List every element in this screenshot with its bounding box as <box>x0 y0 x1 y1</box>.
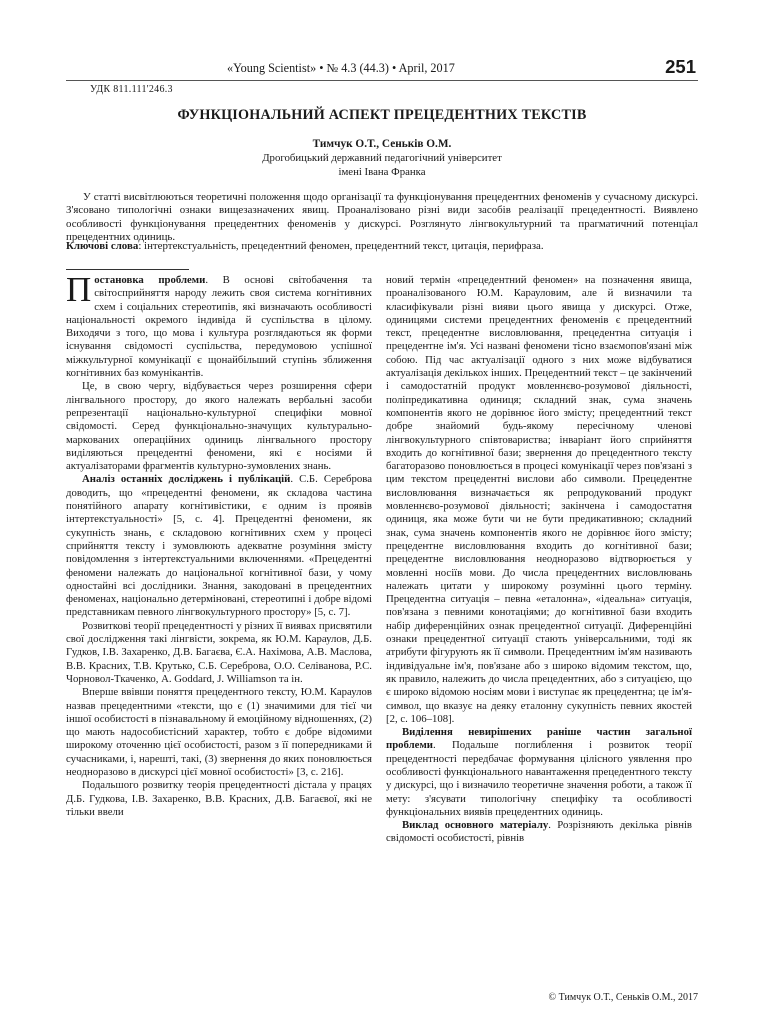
affiliation <box>66 152 698 179</box>
paragraph-problem-statement <box>66 270 372 380</box>
abstract: У статті висвітлюються теоретичні положення щодо організації та функціонування прецедентних феноменів у сучасному дискурсі. З'ясовано типологічні ознаки вищезазначених явищ. Проаналізовано різні види засобів реалізації прецедентності. Виявлено особливості функціонування прецедентних феноменів у дискурсі. Розглянуто лінгвокультурний та прагматичний потенціал прецедентних одиниць. <box>66 191 698 244</box>
right-column <box>386 274 692 846</box>
keywords <box>66 240 698 253</box>
copyright-footer: © Тимчук О.Т., Сеньків О.М., 2017 <box>548 992 698 1003</box>
section-heading: Виклад основного матеріалу <box>402 819 549 832</box>
paragraph-unsolved-problems <box>386 726 692 819</box>
page-number: 251 <box>665 56 696 77</box>
keywords-text: : інтертекстуальність, прецедентний феномен, прецедентний текст, цитація, перифраза. <box>138 240 544 252</box>
paragraph: Це, в свою чергу, відбувається через розширення сфери лінгвального простору, до якого належать вербальні засоби репрезентації національно-культурної специфіки мовної свідомості. Серед функціонально-значущих культурально-маркованих операційних одиниць лінгвального простору виділяються прецедентні феномени, які є носіями й актуалізаторами фрагментів культурно-зумовлених знань. <box>66 380 372 473</box>
left-column <box>66 270 372 819</box>
paragraph-main-material <box>386 819 692 846</box>
udk-code: УДК 811.111'246.3 <box>90 84 173 95</box>
running-header <box>66 58 698 81</box>
paragraph-text: . В основі світобачення та світосприйняття народу лежить своя система когнітивних схем і соціальних стереотипів, які визначають особливості національності окремого індивіда й суспільства в цілому. Виходячи з того, що мова і культура розглядаються як форми існування свідомості суспільства, передумовою успішної міжкультурної комунікації є щонайбільший ступінь зближення когнітивних баз комунікантів. <box>66 274 372 380</box>
journal-name: «Young Scientist» • № 4.3 (44.3) • April, 2017 <box>227 61 455 75</box>
paragraph-text: . Розрізняють декілька рівнів свідомості особистості, рівнів <box>386 819 693 845</box>
keywords-label: Ключові слова <box>66 240 139 252</box>
affiliation-line-1: Дрогобицький державний педагогічний університет <box>262 152 502 164</box>
paragraph-text: . Подальше поглиблення і розвиток теорії прецедентності передбачає формування цілісного уявлення про особливості функціонального навантаження прецедентного тексту у дискурсі, що і визначило теоретичне значення роботи, а також її мету: з'ясувати типологічну специфіку та особливості функціональних виявів прецедентних одиниць. <box>386 739 692 818</box>
drop-cap: П <box>66 270 92 309</box>
section-heading: остановка проблеми <box>94 274 206 286</box>
paragraph-text: . С.Б. Сереброва доводить, що «прецедентні феномени, як складова частина понятійного апарату когнітивістики, є одним із проявів інтертекстуальності» [5, с. 4]. Прецедентні феномени, як сукупність знань, є складовою когнітивних схем у процесі сприйняття тексту і зумовлюють адекватне розуміння змісту повідомлення з інтертекстуальними включеннями. «Прецедентні феномени належать до національної когнітивної бази, у чому одностайні всі дослідники. Знання, закодовані в прецедентних феноменах, національно детерміновані, стереотипні і добре відомі представникам певного лінгвокультурного простору» [5, с. 7]. <box>66 473 372 619</box>
paragraph: Розвиткові теорії прецедентності у різних її виявах присвятили свої дослідження такі лінгвісти, зокрема, як Ю.М. Караулов, Д.Б. Гудков, І.В. Захаренко, Д.В. Багаєва, Є.А. Нахімова, А.В. Маслова, В.В. Красних, Т.В. Крутько, С.Б. Сереброва, О.О. Селіванова, Р.С. Чорновол-Ткаченко, A. Goddard, J. Williamson та ін. <box>66 619 372 685</box>
paragraph: новий термін «прецедентний феномен» на позначення явища, проаналізованого Ю.М. Карауловим, але й визначили та класифікували різні вияви цього явища у дискурсі. Отже, одиницями системи прецедентних феноменів є прецедентний текст, прецедентне висловлювання, прецедентна ситуація і прецедентне ім'я. Усі названі феномени тісно взаємопов'язані між собою. Під час актуалізації одного з них може відбуватися актуалізація декількох інших. Прецедентний текст – це закінчений і самодостатній продукт мовленнєво-розумової діяльності, поліпредикативна одиниця; складний знак, сума значень компонентів якого не дорівнює його змісту; прецедентний текст добре знайомий будь-якому пересічному членові лінгвокультурного співтовариства; інваріант його сприйняття входить до когнітивної бази; звернення до прецедентного тексту багаторазово поновлюється в процесі комунікації через пов'язані з цим текстом прецедентні вислови або символи. Прецедентне висловлювання визначається як репродукований продукт мовленнєво-розумової діяльності; закінчена і самодостатня одиниця, яка може бути чи не бути предикативною; складний знак, сума значень компонентів якого не дорівнює його змісту; прецедентне висловлювання входить до когнітивної бази; прецедентне висловлювання неодноразово відтворюється у мовленні носіїв мови. До числа прецедентних висловлювань належать цитати у широкому розумінні цього терміну. Прецедентна ситуація – певна «еталонна», «ідеальна» ситуація, пов'язана з певними конотаціями; до когнітивної бази входить набір диференційних ознак прецедентної ситуації. Диференційні ознаки прецедентної ситуації стають універсальними, тоді як атрибути фігурують як її символи. Прецедентним ім'ям називають індивідуальне ім'я, пов'язане або з широко відомим текстом, що, як правило, належить до числа прецедентних, або з ситуацією, що є широко відомою носіям мови і виступає як прецедентна; це ім'я-символ, що вказує на деяку еталонну сукупність певних якостей [2, с. 106–108]. <box>386 274 692 725</box>
affiliation-line-2: імені Івана Франка <box>338 165 426 178</box>
article-title: ФУНКЦІОНАЛЬНИЙ АСПЕКТ ПРЕЦЕДЕНТНИХ ТЕКСТІВ <box>177 107 587 123</box>
authors: Тимчук О.Т., Сеньків О.М. <box>312 138 452 150</box>
section-heading: Виділення невирішених раніше частин загальної проблеми <box>386 726 692 752</box>
paragraph-literature-review <box>66 473 372 619</box>
paragraph: Подальшого розвитку теорія прецедентності дістала у працях Д.Б. Гудкова, І.В. Захаренко, В.В. Красних, Д.В. Багаєвої, які не тільки ввели <box>66 779 372 818</box>
section-heading: Аналіз останніх досліджень і публікацій <box>82 473 291 486</box>
paragraph: Вперше ввівши поняття прецедентного тексту, Ю.М. Караулов назвав прецедентними «тексти, що є (1) значимими для тієї чи іншої особистості в пізнавальному й емоційному відношеннях, (2) що мають надособистісний характер, тобто є добре відомими широкому оточенню цієї особистості, разом з її попередниками й сучасниками, і, нарешті, такі, (3) звернення до яких поновлюється неодноразово в дискурсі цієї мовної особистості» [3, с. 216]. <box>66 686 372 778</box>
